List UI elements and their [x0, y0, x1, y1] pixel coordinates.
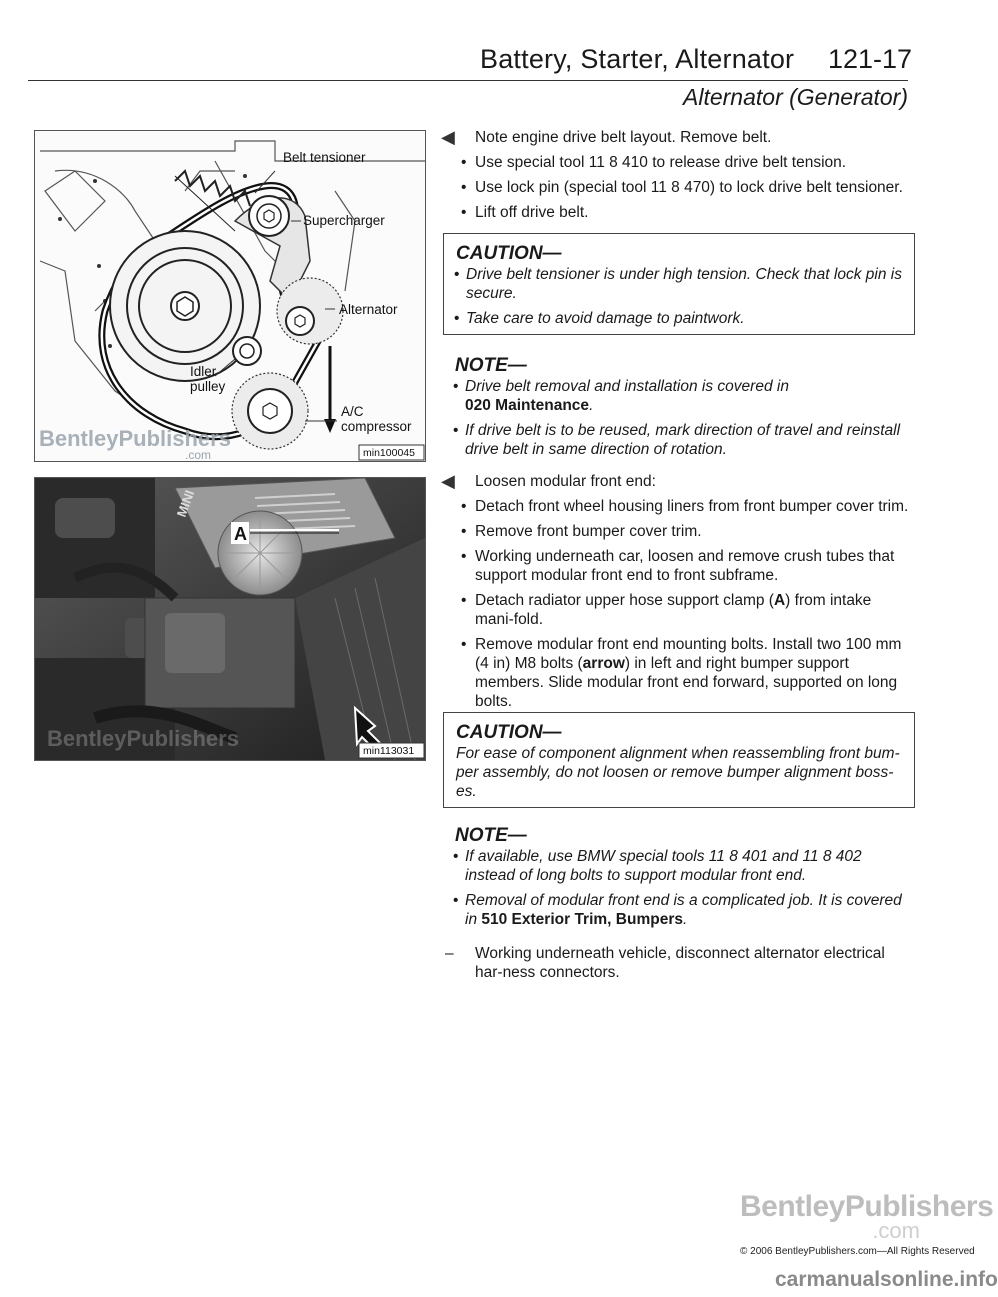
note-text: Removal of modular front end is a complicated job. It is covered in — [465, 892, 902, 928]
section-loosen-front-end — [443, 472, 913, 711]
cross-reference: 510 Exterior Trim, Bumpers — [481, 911, 683, 928]
page-number: 121-17 — [828, 44, 913, 74]
list-item: • If available, use BMW special tools 11 8 401 and 11 8 402 instead of long bolts to support modular front end. — [443, 847, 913, 885]
page-header-title: Battery, Starter, Alternator — [480, 44, 795, 74]
logo-name: BentleyPublishers — [740, 1190, 994, 1223]
cross-reference: 020 Maintenance — [465, 397, 590, 414]
caution-heading: CAUTION— — [456, 722, 562, 743]
bold-ref: A — [773, 592, 786, 609]
pointer-icon: ◀ — [441, 471, 455, 491]
step-lead: Note engine drive belt layout. Remove belt. — [475, 129, 772, 146]
list-item: • Remove front bumper cover trim. — [443, 522, 913, 541]
section-belt-removal — [443, 128, 913, 222]
bold-ref: arrow — [582, 655, 625, 672]
step-dash: – — [445, 945, 454, 962]
site-watermark: carmanualsonline.info — [775, 1268, 998, 1291]
label-supercharger: Supercharger — [303, 213, 385, 228]
caution-box — [443, 712, 915, 808]
list-item: • Detach front wheel housing liners from front bumper cover trim. — [443, 497, 913, 516]
list-item: • Use special tool 11 8 410 to release drive belt tension. — [443, 153, 913, 172]
label-alternator: Alternator — [339, 302, 398, 317]
note-box — [443, 356, 913, 459]
list-item: • Take care to avoid damage to paintwork. — [444, 309, 904, 328]
photo-watermark: BentleyPublishers — [47, 726, 239, 751]
belt-layout-figure — [34, 130, 426, 462]
label-compressor: compressor — [341, 419, 412, 434]
note-box — [443, 826, 913, 929]
list-item: • Drive belt tensioner is under high tension. Check that lock pin is secure. — [444, 265, 904, 303]
list-item: • Working underneath car, loosen and remove crush tubes that support modular front end to front subframe. — [443, 547, 913, 585]
step-bullets — [443, 153, 913, 222]
list-item — [443, 891, 913, 929]
logo-com: .com — [872, 1218, 920, 1243]
engine-bay-illustration — [35, 478, 425, 760]
label-a: A — [234, 524, 247, 544]
figure-logo: BentleyPublishers — [39, 426, 231, 451]
step-disconnect-harness — [443, 944, 913, 982]
list-item: • Use lock pin (special tool 11 8 470) to lock drive belt tensioner. — [443, 178, 913, 197]
list-item — [443, 591, 913, 629]
list-item: • If drive belt is to be reused, mark direction of travel and reinstall drive belt in same direction of rotation. — [443, 421, 913, 459]
text-part: ) from intake mani-fold. — [475, 592, 872, 628]
figure-code: min113031 — [363, 745, 415, 757]
note-text: Drive belt removal and installation is covered in — [465, 378, 789, 395]
text-part: Detach radiator upper hose support clamp ( — [475, 592, 774, 609]
caution-heading: CAUTION— — [456, 243, 562, 264]
label-ac: A/C — [341, 404, 364, 419]
belt-layout-diagram — [35, 131, 425, 461]
copyright-notice: © 2006 BentleyPublishers.com—All Rights Reserved — [740, 1246, 975, 1257]
pointer-icon: ◀ — [441, 127, 455, 147]
note-punct: . — [682, 911, 688, 928]
label-idler: Idler — [190, 364, 217, 379]
list-item: • Lift off drive belt. — [443, 203, 913, 222]
note-punct: . — [589, 397, 594, 414]
step-text: Working underneath vehicle, disconnect alternator electrical har-ness connectors. — [475, 945, 885, 981]
note-heading: NOTE— — [455, 825, 527, 846]
figure-logo-com: .com — [185, 448, 212, 462]
text-part: Remove modular front end mounting bolts. Install two 100 mm (4 in) M8 bolts ( — [475, 636, 902, 672]
mini-valve-cover-text: MINI — [173, 488, 198, 520]
label-pulley: pulley — [190, 379, 226, 394]
list-item — [443, 377, 913, 415]
publisher-logo — [740, 1190, 994, 1257]
text-part: ) in left and right bumper support members. Slide modular front end forward, supported on long bolts. — [475, 655, 898, 710]
note-heading: NOTE— — [455, 355, 527, 376]
step-lead: Loosen modular front end: — [475, 473, 656, 490]
header-rule — [28, 80, 908, 81]
engine-bay-photo — [34, 477, 426, 761]
caution-box — [443, 233, 915, 335]
figure-code: min100045 — [363, 447, 415, 459]
list-item — [443, 635, 913, 711]
caution-text: For ease of component alignment when reassembling front bum-per assembly, do not loosen or remove bumper alignment boss-es. — [456, 745, 900, 800]
label-belt-tensioner: Belt tensioner — [283, 150, 366, 165]
section-subtitle: Alternator (Generator) — [683, 84, 908, 110]
